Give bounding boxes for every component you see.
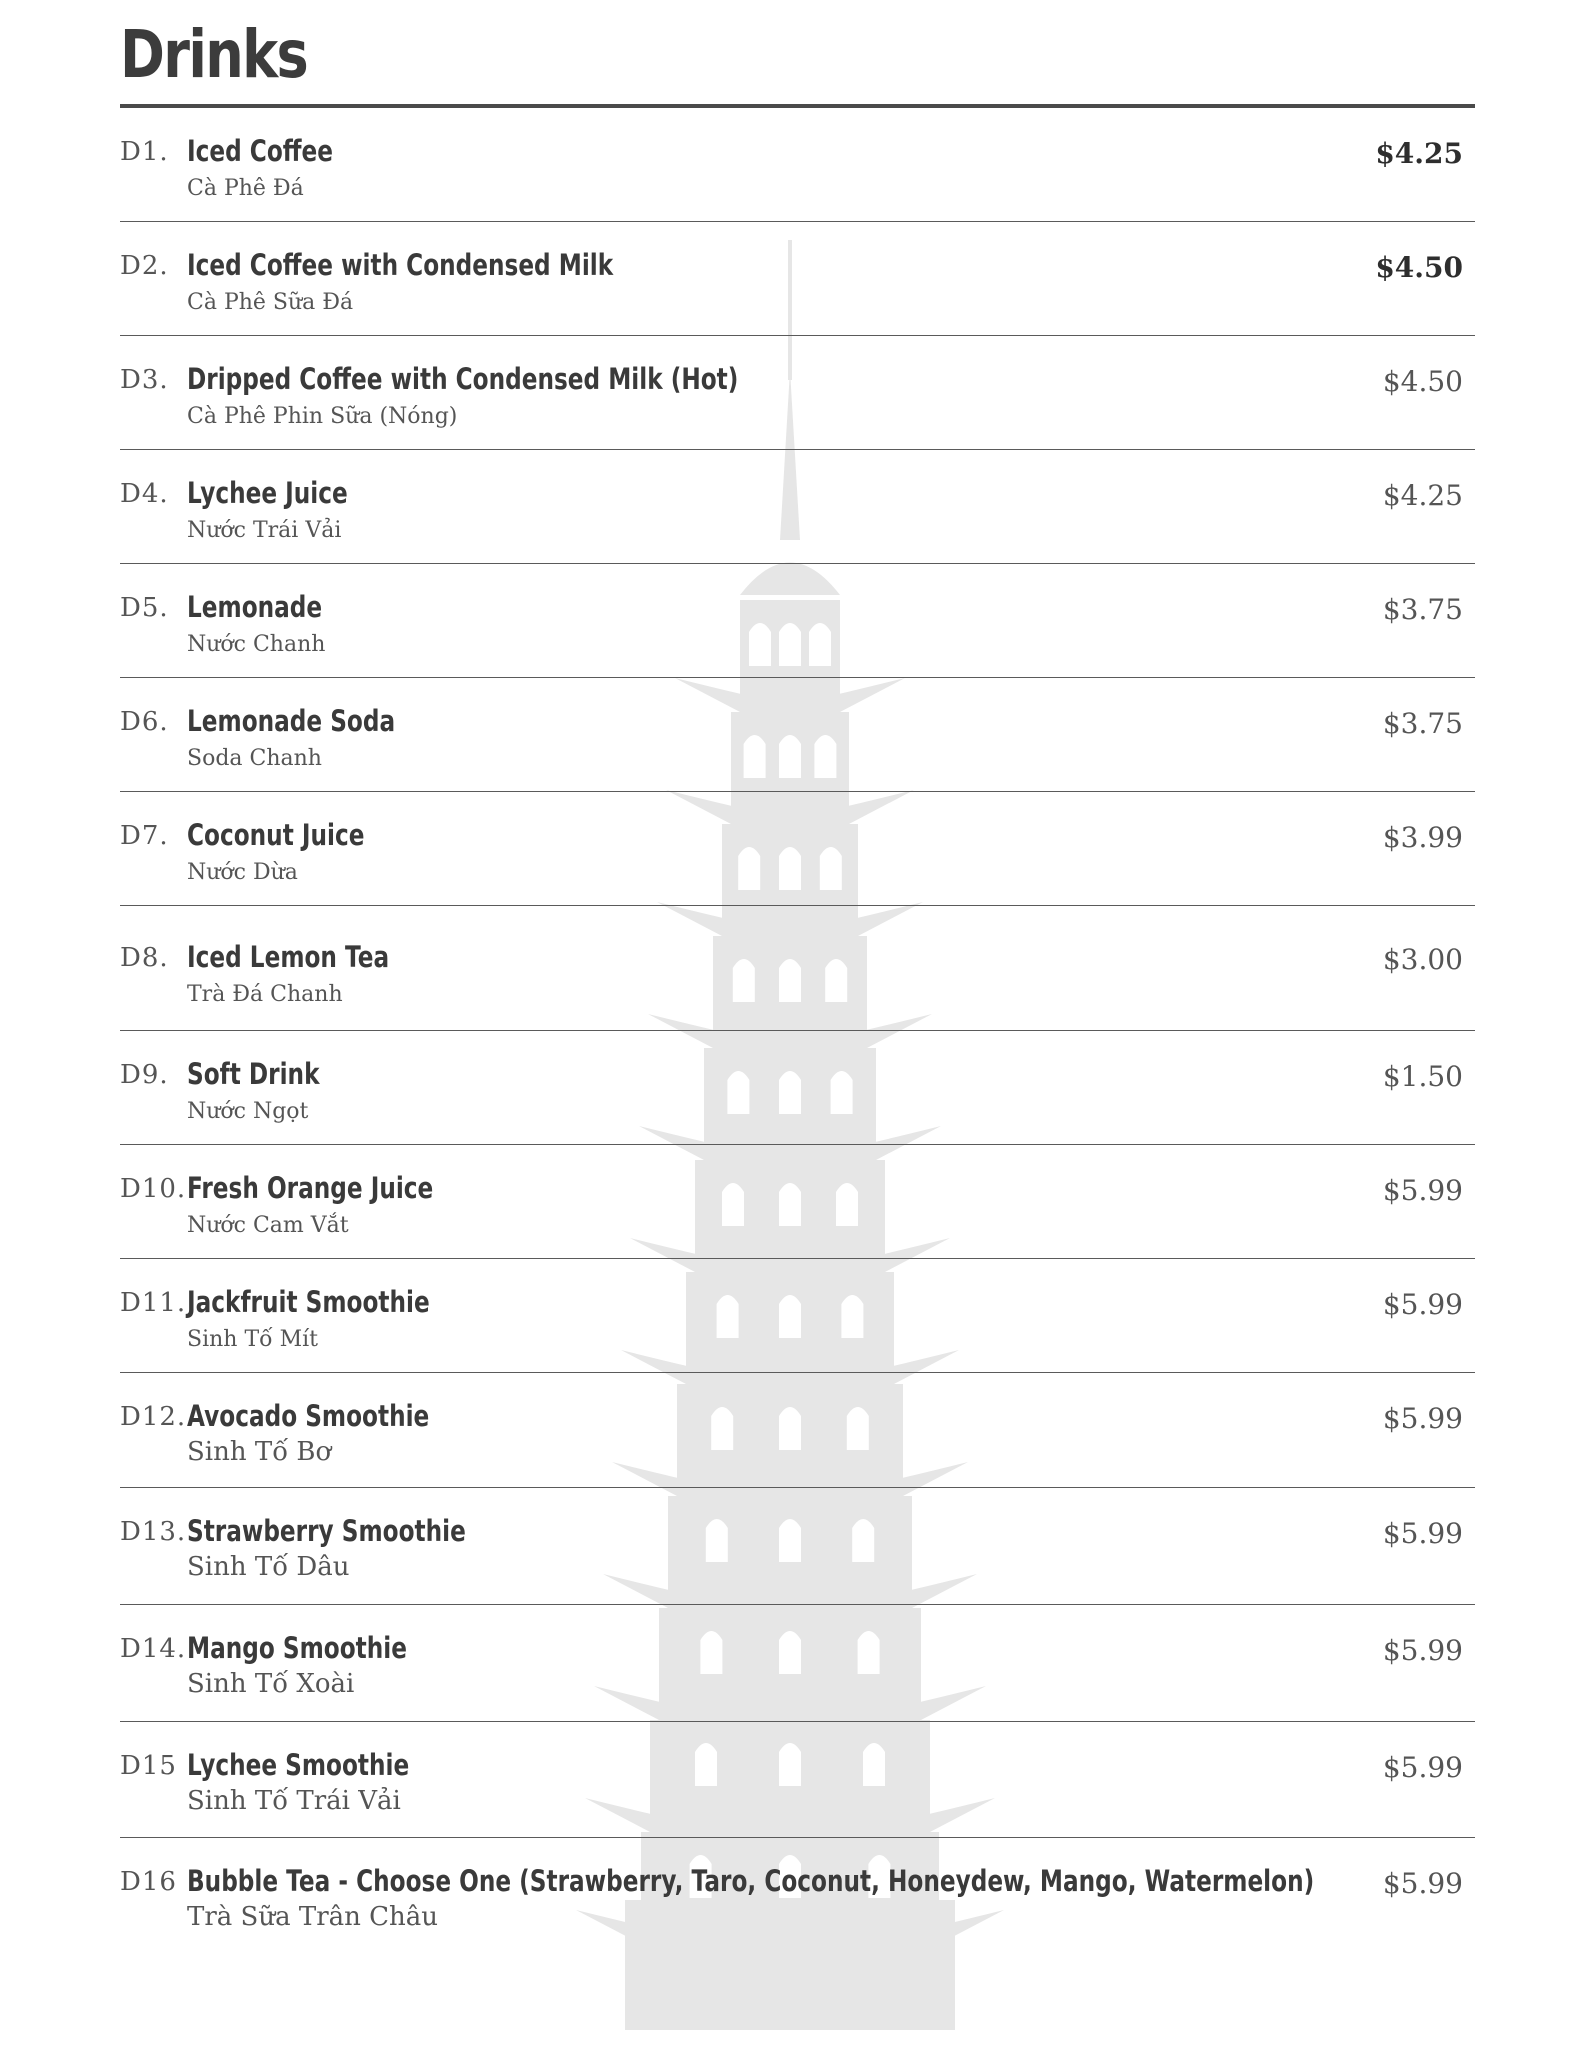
item-price: $5.99	[1382, 1517, 1463, 1550]
item-vietnamese-name: Sinh Tố Bơ	[187, 1437, 332, 1467]
item-vietnamese-name: Cà Phê Sữa Đá	[187, 290, 354, 315]
item-price: $3.99	[1382, 821, 1463, 854]
menu-item-d15[interactable]	[120, 1722, 1475, 1838]
item-code: D12.	[120, 1402, 187, 1432]
item-code: D3.	[120, 365, 169, 395]
item-vietnamese-name: Cà Phê Phin Sữa (Nóng)	[187, 404, 458, 429]
item-code: D8.	[120, 943, 169, 973]
item-price: $5.99	[1382, 1634, 1463, 1667]
item-name: Soft Drink	[187, 1057, 320, 1091]
menu-item-d11[interactable]	[120, 1259, 1475, 1373]
item-vietnamese-name: Sinh Tố Mít	[187, 1327, 318, 1352]
menu-item-d4[interactable]	[120, 450, 1475, 564]
item-code: D14.	[120, 1634, 187, 1664]
item-code: D13.	[120, 1517, 187, 1547]
page-title: Drinks	[120, 16, 308, 93]
item-name: Strawberry Smoothie	[187, 1514, 466, 1548]
item-price: $4.25	[1375, 137, 1463, 170]
item-code: D15	[120, 1751, 177, 1781]
item-vietnamese-name: Nước Chanh	[187, 632, 326, 657]
item-name: Avocado Smoothie	[187, 1399, 430, 1433]
menu-item-d7[interactable]	[120, 792, 1475, 906]
item-name: Lemonade	[187, 590, 323, 624]
item-name: Fresh Orange Juice	[187, 1171, 434, 1205]
item-price: $5.99	[1382, 1288, 1463, 1321]
item-price: $3.75	[1382, 707, 1463, 740]
menu-item-d14[interactable]	[120, 1605, 1475, 1722]
item-code: D11.	[120, 1288, 187, 1318]
item-vietnamese-name: Sinh Tố Trái Vải	[187, 1786, 401, 1816]
item-price: $4.50	[1375, 251, 1463, 284]
menu-item-d3[interactable]	[120, 336, 1475, 450]
item-vietnamese-name: Trà Sữa Trân Châu	[187, 1902, 439, 1932]
item-code: D2.	[120, 251, 169, 281]
item-vietnamese-name: Nước Cam Vắt	[187, 1213, 349, 1238]
item-name: Bubble Tea - Choose One (Strawberry, Taro, Coconut, Honeydew, Mango, Watermelon)	[187, 1864, 1315, 1898]
item-code: D7.	[120, 821, 169, 851]
menu-item-d9[interactable]	[120, 1031, 1475, 1145]
item-code: D5.	[120, 593, 169, 623]
item-code: D1.	[120, 137, 169, 167]
item-price: $5.99	[1382, 1867, 1463, 1900]
menu-item-d13[interactable]	[120, 1488, 1475, 1605]
item-name: Iced Lemon Tea	[187, 940, 390, 974]
item-price: $5.99	[1382, 1174, 1463, 1207]
item-name: Mango Smoothie	[187, 1631, 407, 1665]
item-code: D4.	[120, 479, 169, 509]
menu-item-d5[interactable]	[120, 564, 1475, 678]
item-code: D9.	[120, 1060, 169, 1090]
menu-item-d1[interactable]	[120, 108, 1475, 222]
item-vietnamese-name: Trà Đá Chanh	[187, 982, 343, 1007]
item-name: Coconut Juice	[187, 818, 365, 852]
item-price: $4.25	[1382, 479, 1463, 512]
item-vietnamese-name: Nước Ngọt	[187, 1099, 309, 1124]
item-name: Lychee Smoothie	[187, 1748, 410, 1782]
item-name: Jackfruit Smoothie	[187, 1285, 430, 1319]
menu-item-d12[interactable]	[120, 1373, 1475, 1488]
item-price: $4.50	[1382, 365, 1463, 398]
item-vietnamese-name: Soda Chanh	[187, 746, 322, 771]
item-price: $5.99	[1382, 1751, 1463, 1784]
item-code: D10.	[120, 1174, 187, 1204]
item-name: Iced Coffee with Condensed Milk	[187, 248, 614, 282]
menu-item-d16[interactable]	[120, 1838, 1475, 1968]
item-name: Iced Coffee	[187, 134, 334, 168]
item-code: D6.	[120, 707, 169, 737]
item-price: $3.75	[1382, 593, 1463, 626]
item-vietnamese-name: Sinh Tố Xoài	[187, 1669, 355, 1699]
item-code: D16	[120, 1867, 177, 1897]
item-name: Dripped Coffee with Condensed Milk (Hot)	[187, 362, 739, 396]
item-vietnamese-name: Sinh Tố Dâu	[187, 1552, 350, 1582]
item-vietnamese-name: Cà Phê Đá	[187, 176, 304, 201]
item-price: $1.50	[1382, 1060, 1463, 1093]
item-vietnamese-name: Nước Dừa	[187, 860, 298, 885]
item-price: $3.00	[1382, 943, 1463, 976]
item-price: $5.99	[1382, 1402, 1463, 1435]
item-name: Lemonade Soda	[187, 704, 396, 738]
menu-item-d6[interactable]	[120, 678, 1475, 792]
menu-item-d10[interactable]	[120, 1145, 1475, 1259]
menu-item-d2[interactable]	[120, 222, 1475, 336]
drinks-menu-list	[120, 108, 1475, 1968]
item-vietnamese-name: Nước Trái Vải	[187, 518, 342, 543]
menu-item-d8[interactable]	[120, 906, 1475, 1031]
item-name: Lychee Juice	[187, 476, 348, 510]
